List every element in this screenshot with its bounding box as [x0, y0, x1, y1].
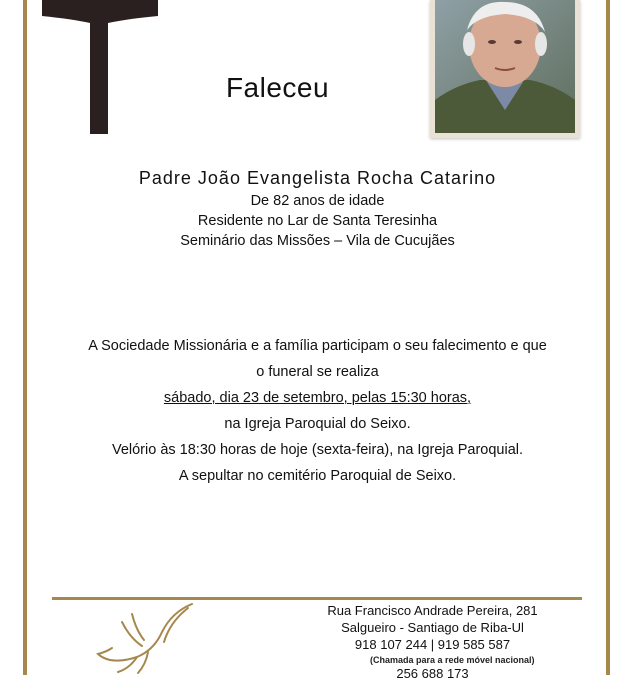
wake-line: Velório às 18:30 horas de hoje (sexta-feira), na Igreja Paroquial. [111, 442, 524, 458]
footer-address-1: Rua Francisco Andrade Pereira, 281 [327, 603, 538, 618]
funeral-date-text: sábado, dia 23 de setembro, pelas 15:30 horas, [163, 390, 472, 406]
right-border [606, 0, 610, 675]
funeral-date [40, 390, 595, 406]
dove-icon [92, 602, 202, 675]
footer-divider [52, 597, 582, 600]
announcement-line-2: o funeral se realiza [256, 364, 379, 380]
age-line: De 82 anos de idade [250, 193, 385, 209]
burial-line: A sepultar no cemitério Paroquial de Seixo. [178, 468, 457, 484]
deceased-name: Padre João Evangelista Rocha Catarino [138, 168, 497, 188]
portrait-photo [435, 0, 575, 133]
cross-icon [42, 0, 162, 140]
page-title: Faleceu [225, 72, 330, 103]
left-border [23, 0, 27, 675]
announcement-line-1: A Sociedade Missionária e a família participam o seu falecimento e que [88, 338, 547, 354]
footer-phones: 918 107 244 | 919 585 587 [354, 637, 511, 652]
portrait-frame [430, 0, 580, 138]
footer-phone-note: (Chamada para a rede móvel nacional) [370, 655, 535, 665]
footer-landline: 256 688 173 [396, 666, 469, 681]
announcement-line-4: na Igreja Paroquial do Seixo. [224, 416, 411, 432]
footer-address-2: Salgueiro - Santiago de Riba-Ul [341, 620, 524, 635]
institution-line: Seminário das Missões – Vila de Cucujães [180, 233, 455, 249]
residence-line: Residente no Lar de Santa Teresinha [197, 213, 438, 229]
